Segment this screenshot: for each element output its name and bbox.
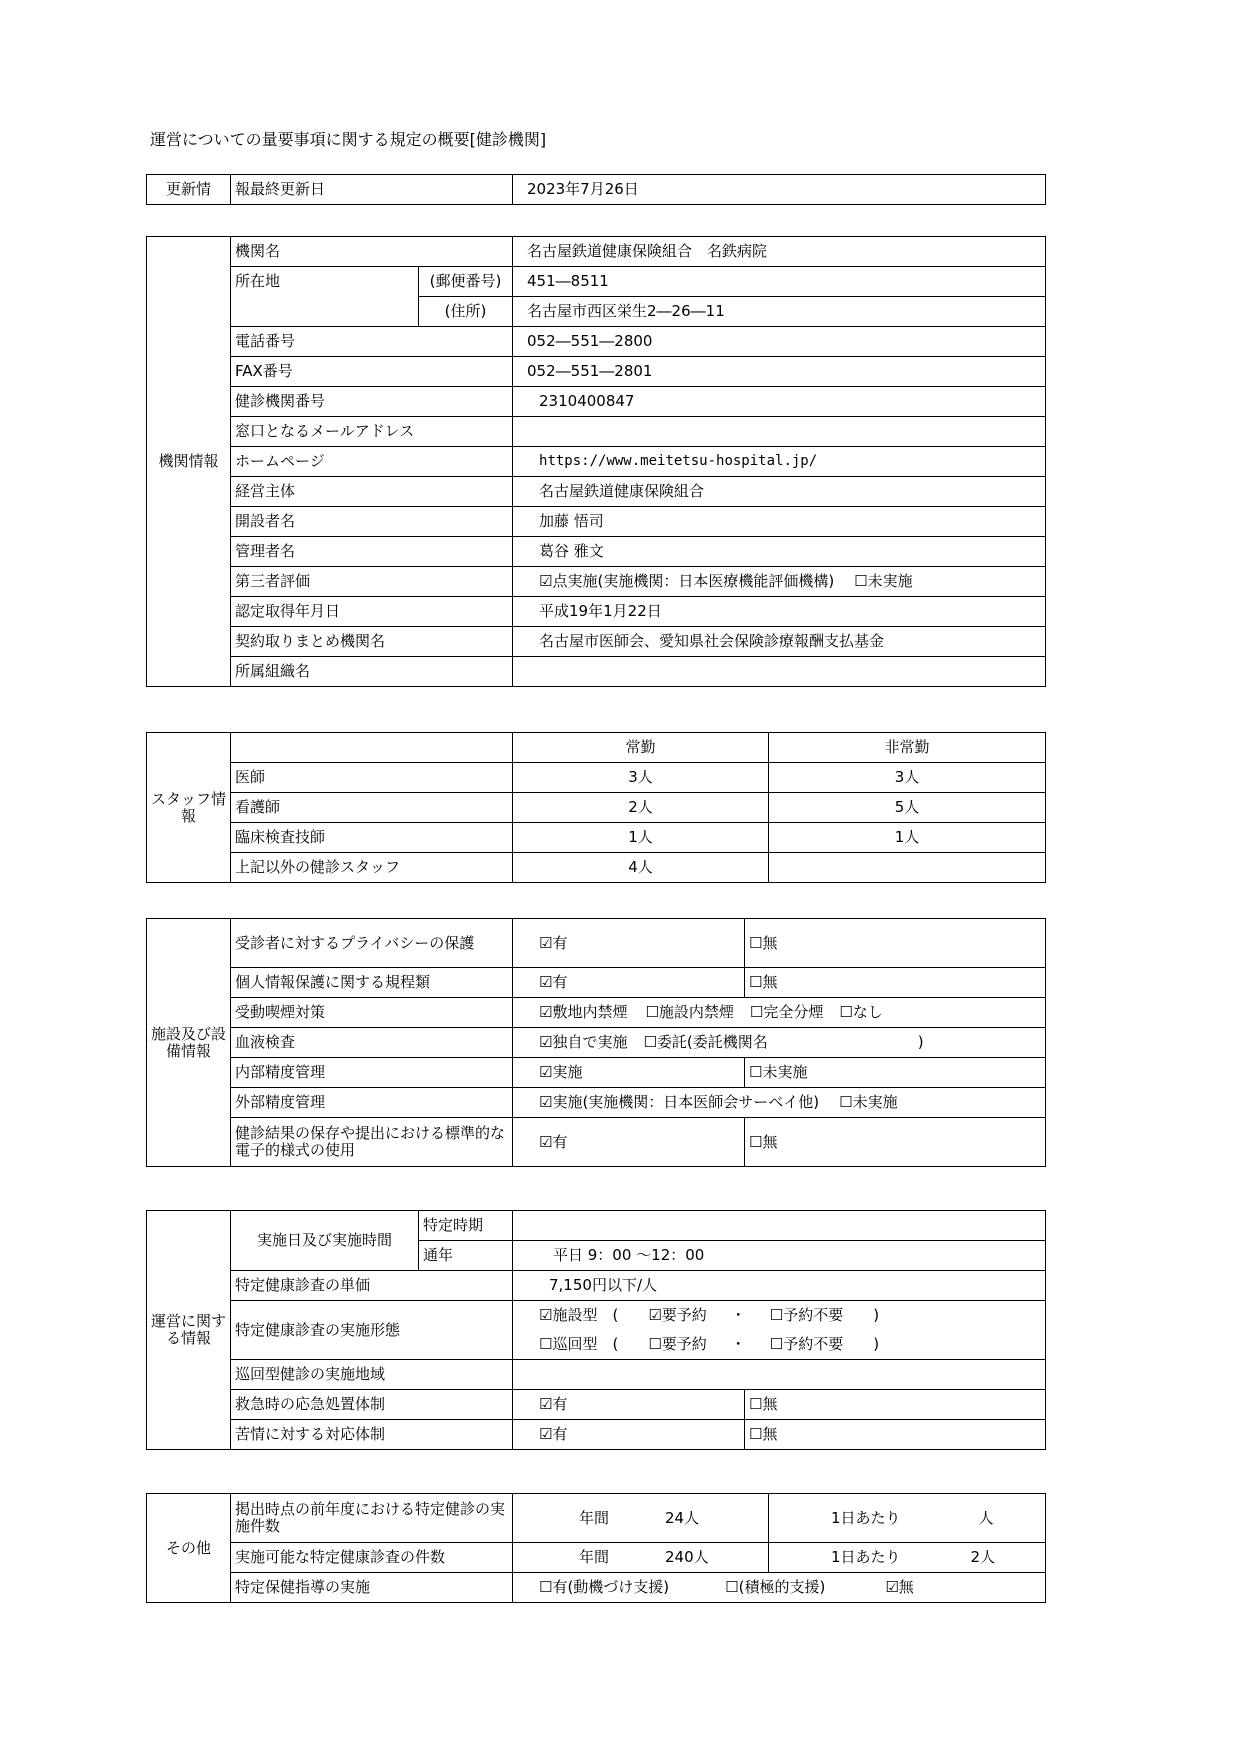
blood-b: ☐委託(委託機関名 <box>643 1033 768 1051</box>
rules-yes: ☑有 <box>513 968 745 998</box>
form1-d: ☐予約不要 <box>769 1306 844 1324</box>
third-checked: ☑点実施(実施機関：日本医療機能評価機構) <box>539 572 835 590</box>
num-value: 2310400847 <box>513 387 1046 417</box>
staff-label: 臨床検査技師 <box>231 823 513 853</box>
section-facility: 施設及び設備情報 <box>147 919 231 1167</box>
cap-label: 実施可能な特定健康診査の件数 <box>231 1543 513 1573</box>
inner-b: ☐未実施 <box>745 1058 1046 1088</box>
date-label: 実施日及び実施時間 <box>231 1211 419 1271</box>
staff-part: 5人 <box>769 793 1046 823</box>
admin-value: 葛谷 雅文 <box>513 537 1046 567</box>
form1-b: ☑要予約 <box>648 1306 707 1324</box>
smoke-a: ☑敷地内禁煙 <box>539 1003 628 1021</box>
blood-a: ☑独自で実施 <box>539 1033 628 1051</box>
fax-label: FAX番号 <box>231 357 513 387</box>
update-label-b: 報最終更新日 <box>231 175 513 205</box>
guide-label: 特定保健指導の実施 <box>231 1573 513 1603</box>
guide-a: ☐有(動機づけ支援) <box>539 1578 670 1596</box>
complaint-label: 苦情に対する対応体制 <box>231 1420 513 1450</box>
staff-part: 3人 <box>769 763 1046 793</box>
period-value <box>513 1211 1046 1241</box>
prev-day-word: 1日あたり <box>831 1508 901 1527</box>
third-label: 第三者評価 <box>231 567 513 597</box>
tel-label: 電話番号 <box>231 327 513 357</box>
form2-a: ☐巡回型 ( <box>539 1335 619 1353</box>
founder-label: 開設者名 <box>231 507 513 537</box>
elec-label: 健診結果の保存や提出における標準的な電子的様式の使用 <box>231 1118 513 1167</box>
col-full: 常勤 <box>513 733 769 763</box>
price-label: 特定健康診査の単価 <box>231 1271 513 1301</box>
operations-table <box>146 1210 1046 1450</box>
year-label: 通年 <box>419 1241 513 1271</box>
staff-part: 1人 <box>769 823 1046 853</box>
staff-full: 3人 <box>513 763 769 793</box>
addr-label: 所在地 <box>231 267 419 327</box>
year-value: 平日 9：00 ～12：00 <box>513 1241 1046 1271</box>
blood-c: ) <box>917 1033 924 1051</box>
form2-e: ) <box>873 1335 880 1353</box>
privacy-yes: ☑有 <box>513 919 745 968</box>
staff-full: 1人 <box>513 823 769 853</box>
emerg-yes: ☑有 <box>513 1390 745 1420</box>
rules-no: ☐無 <box>745 968 1046 998</box>
tel-value: 052―551―2800 <box>513 327 1046 357</box>
update-value: 2023年7月26日 <box>513 175 1046 205</box>
form2-d: ☐予約不要 <box>769 1335 844 1353</box>
page-title: 運営についての量要事項に関する規定の概要[健診機関] <box>150 130 547 149</box>
smoke-b: ☐施設内禁煙 <box>645 1003 734 1021</box>
op-value: 名古屋鉄道健康保険組合 <box>513 477 1046 507</box>
area-value <box>513 1360 1046 1390</box>
cap-day-value: 2人 <box>970 1548 996 1566</box>
org-label: 所属組織名 <box>231 657 513 687</box>
name-label: 機関名 <box>231 237 513 267</box>
cert-label: 認定取得年月日 <box>231 597 513 627</box>
rules-label: 個人情報保護に関する規程類 <box>231 968 513 998</box>
postal-value: 451―8511 <box>513 267 1046 297</box>
elec-no: ☐無 <box>745 1118 1046 1167</box>
op-label: 経営主体 <box>231 477 513 507</box>
staff-label: 医師 <box>231 763 513 793</box>
postal-label: (郵便番号) <box>419 267 513 297</box>
staff-full: 2人 <box>513 793 769 823</box>
form1-e: ) <box>873 1306 880 1324</box>
cap-year-value: 240人 <box>665 1548 709 1566</box>
inner-label: 内部精度管理 <box>231 1058 513 1088</box>
address-label: (住所) <box>419 297 513 327</box>
address-value: 名古屋市西区栄生2―26―11 <box>513 297 1046 327</box>
elec-yes: ☑有 <box>513 1118 745 1167</box>
third-unchecked: ☐未実施 <box>854 572 913 590</box>
form1-c: ・ <box>730 1306 746 1324</box>
price-value: 7,150円以下/人 <box>513 1271 1046 1301</box>
guide-b: ☐(積極的支援) <box>725 1578 826 1596</box>
outer-label: 外部精度管理 <box>231 1088 513 1118</box>
mail-value <box>513 417 1046 447</box>
form1-a: ☑施設型 ( <box>539 1306 619 1324</box>
cap-day-word: 1日あたり <box>831 1548 901 1566</box>
table-row <box>147 793 1046 823</box>
staff-part <box>769 853 1046 883</box>
prev-year-value: 24人 <box>665 1508 700 1527</box>
hp-value: https://www.meitetsu-hospital.jp/ <box>513 447 1046 477</box>
fax-value: 052―551―2801 <box>513 357 1046 387</box>
name-value: 名古屋鉄道健康保険組合 名鉄病院 <box>513 237 1046 267</box>
staff-full: 4人 <box>513 853 769 883</box>
outer-b: ☐未実施 <box>839 1093 898 1111</box>
smoke-label: 受動喫煙対策 <box>231 998 513 1028</box>
section-other: その他 <box>147 1494 231 1603</box>
prev-label: 掲出時点の前年度における特定健診の実施件数 <box>231 1494 513 1543</box>
update-label: 更新情 <box>147 175 231 205</box>
admin-label: 管理者名 <box>231 537 513 567</box>
table-row <box>147 853 1046 883</box>
privacy-no: ☐無 <box>745 919 1046 968</box>
staff-header-blank <box>231 733 513 763</box>
institution-table <box>146 236 1046 687</box>
num-label: 健診機関番号 <box>231 387 513 417</box>
smoke-c: ☐完全分煙 <box>749 1003 824 1021</box>
area-label: 巡回型健診の実施地域 <box>231 1360 513 1390</box>
mail-label: 窓口となるメールアドレス <box>231 417 513 447</box>
form2-c: ・ <box>730 1335 746 1353</box>
section-staff: スタッフ情報 <box>147 733 231 883</box>
section-ops: 運営に関する情報 <box>147 1211 231 1450</box>
prev-day-value: 人 <box>978 1508 994 1527</box>
complaint-no: ☐無 <box>745 1420 1046 1450</box>
other-table <box>146 1493 1046 1603</box>
emerg-label: 救急時の応急処置体制 <box>231 1390 513 1420</box>
hp-label: ホームページ <box>231 447 513 477</box>
section-kikan: 機関情報 <box>147 237 231 687</box>
smoke-d: ☐なし <box>839 1003 883 1021</box>
period-label: 特定時期 <box>419 1211 513 1241</box>
privacy-label: 受診者に対するプライバシーの保護 <box>231 919 513 968</box>
cap-year-word: 年間 <box>579 1548 610 1566</box>
inner-a: ☑実施 <box>513 1058 745 1088</box>
form2-b: ☐要予約 <box>648 1335 707 1353</box>
founder-value: 加藤 悟司 <box>513 507 1046 537</box>
col-part: 非常勤 <box>769 733 1046 763</box>
staff-label: 看護師 <box>231 793 513 823</box>
update-table <box>146 174 1046 205</box>
table-row <box>147 823 1046 853</box>
outer-a: ☑実施(実施機関：日本医師会サーベイ他) <box>539 1093 820 1111</box>
facility-table <box>146 918 1046 1167</box>
org-value <box>513 657 1046 687</box>
contract-value: 名古屋市医師会、愛知県社会保険診療報酬支払基金 <box>513 627 1046 657</box>
complaint-yes: ☑有 <box>513 1420 745 1450</box>
prev-year-word: 年間 <box>579 1508 610 1527</box>
table-row <box>147 763 1046 793</box>
staff-label: 上記以外の健診スタッフ <box>231 853 513 883</box>
contract-label: 契約取りまとめ機関名 <box>231 627 513 657</box>
form-label: 特定健康診査の実施形態 <box>231 1301 513 1360</box>
cert-value: 平成19年1月22日 <box>513 597 1046 627</box>
blood-label: 血液検査 <box>231 1028 513 1058</box>
staff-table <box>146 732 1046 883</box>
guide-c: ☑無 <box>885 1578 914 1596</box>
emerg-no: ☐無 <box>745 1390 1046 1420</box>
